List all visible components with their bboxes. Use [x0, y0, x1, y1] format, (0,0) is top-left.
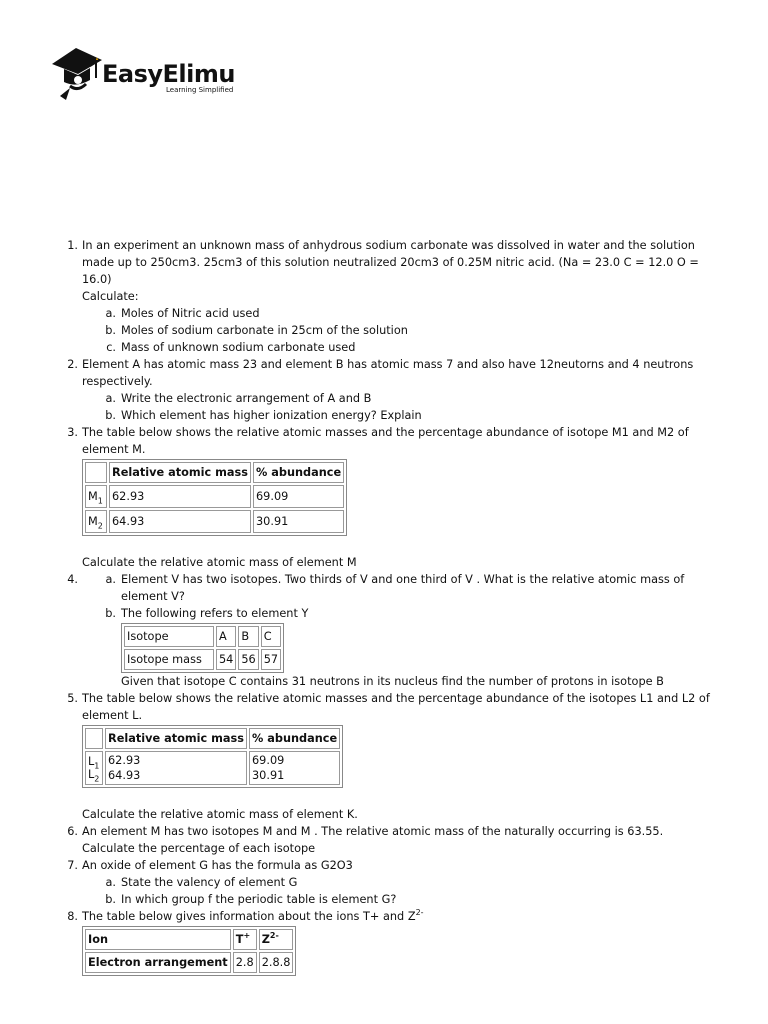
question-number: 4. — [67, 573, 78, 586]
logo-tagline: Learning Simplified — [166, 86, 234, 94]
question-text: Element A has atomic mass 23 and element B has atomic mass 7 and also have 12neutorns and 4 neutrons respectively. — [82, 358, 694, 388]
question-number: 8. — [67, 910, 78, 923]
question-1 — [60, 237, 720, 305]
question-8 — [60, 908, 720, 925]
question-text: The table below gives information about the ions T+ and $Z^{2-}$ — [82, 908, 424, 923]
instruction-text: Calculate the relative atomic mass of element M — [82, 556, 357, 569]
question-number: 6. — [67, 825, 78, 838]
sub-question: a. Write the electronic arrangement of A and B — [105, 392, 372, 405]
sub-question: b. In which group f the periodic table is element G? — [105, 893, 397, 906]
table-row: $M_1$ 62.93 69.09 — [85, 485, 344, 508]
question-number: 3. — [67, 426, 78, 439]
sub-question: b. Which element has higher ionization energy? Explain — [105, 409, 422, 422]
calculate-label: Calculate: — [82, 290, 139, 303]
question-6: 6. An element M has two isotopes M and M . The relative atomic mass of the naturally occurring is 63.55. Calculate the percentage of each isotope — [60, 823, 720, 857]
question-number: 7. — [67, 859, 78, 872]
question-2 — [60, 356, 720, 390]
easyelimu-logo — [50, 44, 250, 100]
sub-question: a. Moles of Nitric acid used — [105, 307, 260, 320]
sub-question: b. Moles of sodium carbonate in 25cm of the solution — [105, 324, 408, 337]
question-number: 1. — [67, 239, 78, 252]
ion-table — [82, 926, 296, 976]
question-4: 4. a. Element V has two isotopes. Two thirds of V and one third of V . What is the relative atomic mass of element V? — [60, 571, 720, 605]
isotope-table-m — [82, 459, 347, 536]
logo-name: EasyElimu — [102, 60, 235, 88]
sub-question: a. State the valency of element G — [105, 876, 298, 889]
question-number: 5. — [67, 692, 78, 705]
question-5 — [60, 690, 720, 724]
question-7 — [60, 857, 720, 874]
sub-question: c. Mass of unknown sodium carbonate used — [106, 341, 356, 354]
table-header-row: Relative atomic mass % abundance — [85, 462, 344, 483]
sub-question: b. The following refers to element Y — [105, 607, 309, 620]
question-text: An oxide of element G has the formula as G2O3 — [82, 859, 353, 872]
question-text: The table below shows the relative atomic masses and the percentage abundance of the isotopes L1 and L2 of element L. — [82, 692, 710, 722]
instruction-text: Calculate the relative atomic mass of element K. — [82, 808, 358, 821]
table-row: Isotope mass 54 56 57 — [124, 649, 281, 670]
table-row: $M_2$ 64.93 30.91 — [85, 510, 344, 533]
table-row: Electron arrangement 2.8 2.8.8 — [85, 952, 293, 973]
table-row: Isotope A B C — [124, 626, 281, 647]
table-header-row: Ion T+ $Z^{2-}$ — [85, 929, 293, 950]
question-3 — [60, 424, 720, 458]
table-row: $L_1$ $L_2$ 62.93 64.93 69.09 30.91 — [85, 751, 340, 785]
sub-label: a. — [105, 573, 116, 586]
question-text: In an experiment an unknown mass of anhydrous sodium carbonate was dissolved in water and the solution made up to 250cm3. 25cm3 of this solution neutralized 20cm3 of 0.25M nitric acid. (Na = 23.0 C = 12.0 O = 16.0) — [82, 239, 699, 286]
isotope-table-y — [121, 623, 284, 673]
graduation-cap-icon — [50, 44, 104, 100]
isotope-table-l — [82, 725, 343, 788]
question-list — [60, 237, 720, 976]
instruction-text: Given that isotope C contains 31 neutrons in its nucleus find the number of protons in isotope B — [121, 675, 664, 688]
question-text: The table below shows the relative atomic masses and the percentage abundance of isotope M1 and M2 of element M. — [82, 426, 689, 456]
table-header-row: Relative atomic mass % abundance — [85, 728, 340, 749]
question-text: An element M has two isotopes M and M . The relative atomic mass of the naturally occurring is 63.55. — [82, 825, 664, 838]
question-number: 2. — [67, 358, 78, 371]
